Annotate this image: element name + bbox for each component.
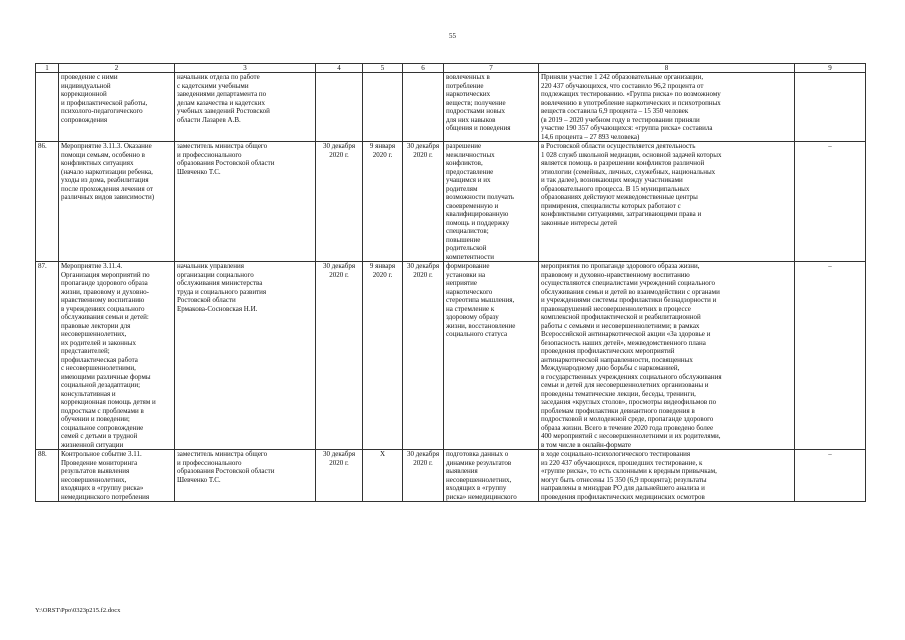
cell-line: Мероприятие 3.11.4. <box>61 262 123 270</box>
cell-line: установки на <box>446 270 486 279</box>
header-cell: 7 <box>444 64 539 73</box>
table-row <box>36 262 866 450</box>
cell-line: и так далее), возникающих между участниками <box>541 176 683 184</box>
cell-line: 30 декабря <box>406 262 440 270</box>
cell-line: (начало наркотизации ребенка, <box>61 167 153 176</box>
cell-line: образовательного процесса. В 15 муниципальных <box>541 184 690 193</box>
cell-line: Проведение мониторинга <box>61 458 138 467</box>
cell-line: 220 437 обучающихся, что составило 96,2 процента от <box>541 81 704 90</box>
cell-line: работы с семьями и несовершеннолетними; в рамках <box>541 321 700 330</box>
cell-line: «группе риска», то есть склонными к вредным привычкам, <box>541 467 717 475</box>
cell-line: этиологии (семейных, личных, служебных, национальных <box>541 167 716 176</box>
cell-line: имеющими различные формы <box>61 372 151 381</box>
cell-line: 2020 г. <box>329 458 349 467</box>
cell-line: организации социального <box>177 270 254 279</box>
cell-line: стереотипа мышления, <box>446 296 515 304</box>
cell-line: повышение <box>446 235 481 244</box>
fact-start-cell <box>363 262 403 450</box>
cell-line: жизни, восстановление <box>446 321 516 330</box>
cell-line: обучении и поведении; <box>61 415 130 423</box>
cell-line: 30 декабря <box>322 262 356 270</box>
note-cell <box>795 262 866 450</box>
event-cell <box>59 73 175 142</box>
cell-line: проблемам профилактики девиантного поведения в <box>541 406 695 415</box>
cell-line: специалистов; <box>446 227 489 235</box>
result-cell <box>444 142 539 262</box>
cell-line: входящих в «группу риска» <box>61 484 144 492</box>
cell-line: формирование <box>446 262 490 270</box>
info-cell <box>539 262 795 450</box>
cell-line: несовершеннолетних, <box>446 475 512 484</box>
cell-line: 2020 г. <box>413 270 433 279</box>
table-row <box>36 142 866 262</box>
row-number-cell: 87. <box>36 262 59 450</box>
cell-line: психолого-педагогического <box>61 107 143 115</box>
cell-line: правовые лектории для <box>61 321 131 330</box>
cell-line: веществ составила 6,9 процента – 15 350 человек <box>541 107 689 115</box>
cell-line: законные интересы детей <box>541 218 618 227</box>
header-cell: 6 <box>403 64 444 73</box>
cell-line: направлены в минздрав РО для дальнейшего анализа и <box>541 484 705 492</box>
report-table <box>35 63 866 502</box>
cell-line: 2020 г. <box>329 150 349 159</box>
fact-end-cell <box>403 142 444 262</box>
note-cell <box>795 73 866 142</box>
cell-line: правовому и духовно-нравственному воспитанию <box>541 270 690 279</box>
cell-line: 400 мероприятий с несовершеннолетними и их родителями, <box>541 432 721 440</box>
cell-line: обслуживания семьи и детей: <box>61 313 149 321</box>
cell-line: коррекционная помощь детям и <box>61 398 156 406</box>
plan-date-cell <box>316 450 363 502</box>
table-row <box>36 450 866 502</box>
cell-line: коррекционной <box>61 90 107 98</box>
cell-line: их родителей и законных <box>61 338 136 347</box>
header-cell: 5 <box>363 64 403 73</box>
event-cell <box>59 142 175 262</box>
cell-line: примирения, специалисты которых работают с <box>541 201 681 210</box>
cell-line: несовершеннолетних, <box>61 330 127 338</box>
cell-line: заведениями департамента по <box>177 90 267 98</box>
cell-line: входящих в «группу <box>446 484 507 492</box>
cell-line: наркотических <box>446 90 491 98</box>
responsible-cell <box>175 73 316 142</box>
cell-line: жизненной ситуации <box>61 440 124 449</box>
cell-line: образованиях действуют межведомственные центры <box>541 193 698 201</box>
note-cell <box>795 142 866 262</box>
header-cell: 3 <box>175 64 316 73</box>
cell-line: подлежащих тестированию. «Группа риска» по возможному <box>541 90 721 98</box>
cell-line: Ермакова-Сосновская Н.И. <box>177 304 258 313</box>
cell-line: социального статуса <box>446 330 508 338</box>
cell-line: начальник отдела по работе <box>177 73 260 81</box>
cell-line: сопровождения <box>61 115 108 124</box>
cell-line: социальное сопровождение <box>61 423 144 432</box>
cell-line: учащимся и их <box>446 176 491 184</box>
cell-line: заседания «круглых столов», просмотры видеофильмов по <box>541 398 717 406</box>
cell-line: Шевченко Т.С. <box>177 167 221 176</box>
cell-line: заместитель министра общего <box>177 450 268 458</box>
fact-start-cell <box>363 73 403 142</box>
cell-line: семей с детьми в трудной <box>61 432 138 440</box>
cell-line: родителям <box>446 184 478 193</box>
cell-line: жизни, правовому и духовно- <box>61 287 149 296</box>
info-cell <box>539 142 795 262</box>
result-cell <box>444 73 539 142</box>
cell-line: делам казачества и кадетских <box>177 98 265 107</box>
cell-line: с несовершеннолетними, <box>61 364 136 372</box>
cell-line: Шевченко Т.С. <box>177 475 221 484</box>
cell-line: является помощь в разрешении конфликтов различной <box>541 159 705 167</box>
cell-line: правонарушений несовершеннолетних в процессе <box>541 304 691 313</box>
header-cell: 1 <box>36 64 59 73</box>
cell-line: конфликтных ситуациях <box>61 159 134 167</box>
cell-line: немедицинского потребления <box>61 492 150 501</box>
cell-line: различных видов зависимости) <box>61 193 155 201</box>
responsible-cell <box>175 142 316 262</box>
cell-line: подготовка данных о <box>446 450 509 458</box>
cell-line: проведены тематические лекции, беседы, тренинги, <box>541 389 696 398</box>
header-cell: 9 <box>795 64 866 73</box>
cell-line: Организация мероприятий по <box>61 270 150 279</box>
cell-line: профилактическая работа <box>61 355 138 364</box>
cell-line: и профессионального <box>177 150 242 159</box>
fact-end-cell <box>403 73 444 142</box>
cell-line: обслуживания министерства <box>177 279 263 287</box>
row-number-cell <box>36 73 59 142</box>
cell-line: обслуживания семьи и детей во взаимодействии с органами <box>541 287 720 296</box>
cell-line: несовершеннолетних, <box>61 475 127 484</box>
cell-line: консультативная и <box>61 389 116 398</box>
cell-line: индивидуальной <box>61 81 111 90</box>
cell-line: участие 190 357 обучающихся: «группа риска» составила <box>541 124 713 132</box>
info-cell <box>539 450 795 502</box>
cell-line: труда и социального развития <box>177 287 267 296</box>
event-cell <box>59 262 175 450</box>
cell-line: проведения профилактических медицинских осмотров <box>541 492 705 501</box>
cell-line: подросткам с проблемами в <box>61 406 144 415</box>
cell-line: потребление <box>446 81 484 90</box>
cell-line: учебных заведений Ростовской <box>177 107 270 115</box>
cell-line: своевременную и <box>446 201 499 210</box>
cell-line: – <box>828 262 832 270</box>
cell-line: в том числе в онлайн-формате <box>541 440 631 449</box>
cell-line: наркотического <box>446 287 493 296</box>
cell-line: конфликтов, <box>446 159 483 167</box>
cell-line: антинаркотической направленности, посвященных <box>541 355 693 364</box>
cell-line: уходы из дома, реабилитация <box>61 176 149 184</box>
cell-line: 30 декабря <box>406 142 440 150</box>
cell-line: выявления <box>446 467 478 475</box>
cell-line: на стремление к <box>446 304 495 313</box>
cell-line: общения и поведения <box>446 124 511 132</box>
cell-line: образования Ростовской области <box>177 159 275 167</box>
file-path-footer: Y:\ORST\Ppo\0323p215.f2.docx <box>35 607 121 614</box>
cell-line: межличностных <box>446 150 495 159</box>
cell-line: образования Ростовской области <box>177 467 275 475</box>
cell-line: предоставление <box>446 167 494 176</box>
cell-line: осуществляются специалистами учреждений социального <box>541 279 715 287</box>
page-number: 55 <box>449 32 456 40</box>
cell-line: помощь и поддержку <box>446 218 510 227</box>
cell-line: семьи и детей для несовершеннолетних организованы и <box>541 381 709 389</box>
note-cell <box>795 450 866 502</box>
cell-line: родительской <box>446 244 487 252</box>
cell-line: с кадетскими учебными <box>177 81 249 90</box>
cell-line: социальной дезадаптации; <box>61 381 141 389</box>
info-cell <box>539 73 795 142</box>
cell-line: в учреждениях социального <box>61 304 145 313</box>
cell-line: из 220 437 обучающихся, прошедших тестирование, к <box>541 458 703 467</box>
fact-end-cell <box>403 450 444 502</box>
plan-date-cell <box>316 73 363 142</box>
row-number-cell: 88. <box>36 450 59 502</box>
cell-line: представителей; <box>61 347 110 355</box>
cell-line: могут быть отнесены 15 350 (6,9 процента); результаты <box>541 475 707 484</box>
cell-line: Мероприятие 3.11.3. Оказание <box>61 142 152 150</box>
cell-line: области Лазарев А.В. <box>177 115 241 124</box>
cell-line: возможности получать <box>446 193 514 201</box>
cell-line: и профилактической работы, <box>61 98 148 107</box>
fact-start-cell <box>363 450 403 502</box>
fact-end-cell <box>403 262 444 450</box>
row-number-cell: 86. <box>36 142 59 262</box>
cell-line: 9 января <box>369 142 396 150</box>
cell-line: мероприятия по пропаганде здорового образа жизни, <box>541 262 700 270</box>
cell-line: 30 декабря <box>322 142 356 150</box>
cell-line: веществ; получение <box>446 98 506 107</box>
cell-line: в государственных учреждениях социального обслуживания <box>541 372 722 381</box>
cell-line: проведения профилактических мероприятий <box>541 347 675 355</box>
cell-line: подростковой и молодежной среде, пропаганде здорового <box>541 415 714 423</box>
cell-line: проведение с ними <box>61 73 118 81</box>
cell-line: компетентности <box>446 252 494 261</box>
cell-line: для них навыков <box>446 115 496 124</box>
plan-date-cell <box>316 142 363 262</box>
cell-line: – <box>828 450 832 458</box>
cell-line: 1 028 служб школьной медиации, основной задачей которых <box>541 150 722 159</box>
cell-line: 2020 г. <box>329 270 349 279</box>
cell-line: помощи семьям, особенно в <box>61 150 145 159</box>
responsible-cell <box>175 262 316 450</box>
cell-line: 2020 г. <box>372 150 393 159</box>
cell-line: Всероссийской антинаркотической акции «За здоровье и <box>541 330 711 338</box>
event-cell <box>59 450 175 502</box>
cell-line: и учреждениями системы профилактики безнадзорности и <box>541 296 717 304</box>
cell-line: разрешение <box>446 142 482 150</box>
cell-line: безопасность наших детей», межведомственного плана <box>541 338 706 347</box>
cell-line: риска» немедицинского <box>446 492 517 501</box>
cell-line: пропаганде здорового образа <box>61 279 148 287</box>
cell-line: в ходе социально-психологического тестирования <box>541 450 691 458</box>
cell-line: Контрольное событие 3.11. <box>61 450 142 458</box>
cell-line: 2020 г. <box>413 458 433 467</box>
plan-date-cell <box>316 262 363 450</box>
cell-line: (в 2019 – 2020 учебном году в тестировании приняли <box>541 115 700 124</box>
header-row <box>36 64 866 73</box>
cell-line: подростками новых <box>446 107 506 115</box>
cell-line: здоровому образу <box>446 313 499 321</box>
cell-line: конфликтными ситуациями, затрагивающими права и <box>541 210 702 218</box>
cell-line: 2020 г. <box>413 150 433 159</box>
cell-line: 14,6 процента – 27 893 человека) <box>541 132 640 141</box>
cell-line: динамике результатов <box>446 458 512 467</box>
cell-line: в Ростовской области осуществляется деятельность <box>541 142 696 150</box>
cell-line: неприятие <box>446 279 477 287</box>
cell-line: – <box>828 142 832 150</box>
cell-line: вовлеченных в <box>446 73 490 81</box>
cell-line: 30 декабря <box>322 450 356 458</box>
cell-line: 2020 г. <box>372 270 393 279</box>
cell-line: нравственному воспитанию <box>61 296 145 304</box>
cell-line: начальник управления <box>177 262 244 270</box>
cell-line: 9 января <box>369 262 396 270</box>
responsible-cell <box>175 450 316 502</box>
cell-line: 30 декабря <box>406 450 440 458</box>
cell-line: заместитель министра общего <box>177 142 268 150</box>
cell-line: X <box>379 450 386 458</box>
header-cell: 8 <box>539 64 795 73</box>
cell-line: Ростовской области <box>177 296 236 304</box>
cell-line: образа жизни. Всего в течение 2020 года проведено более <box>541 423 714 432</box>
cell-line: результатов выявления <box>61 467 130 475</box>
cell-line: Приняли участие 1 242 образовательные организации, <box>541 73 704 81</box>
header-cell: 2 <box>59 64 175 73</box>
cell-line: и профессионального <box>177 458 242 467</box>
fact-start-cell <box>363 142 403 262</box>
cell-line: после прохождения лечения от <box>61 184 153 193</box>
result-cell <box>444 450 539 502</box>
cell-line: комплексной профилактической и реабилитационной <box>541 313 701 321</box>
header-cell: 4 <box>316 64 363 73</box>
cell-line: квалифицированную <box>446 210 509 218</box>
table-row <box>36 73 866 142</box>
result-cell <box>444 262 539 450</box>
cell-line: вовлечению в употребление наркотических и психотропных <box>541 98 721 107</box>
cell-line: Международному дню борьбы с наркоманией, <box>541 364 680 372</box>
